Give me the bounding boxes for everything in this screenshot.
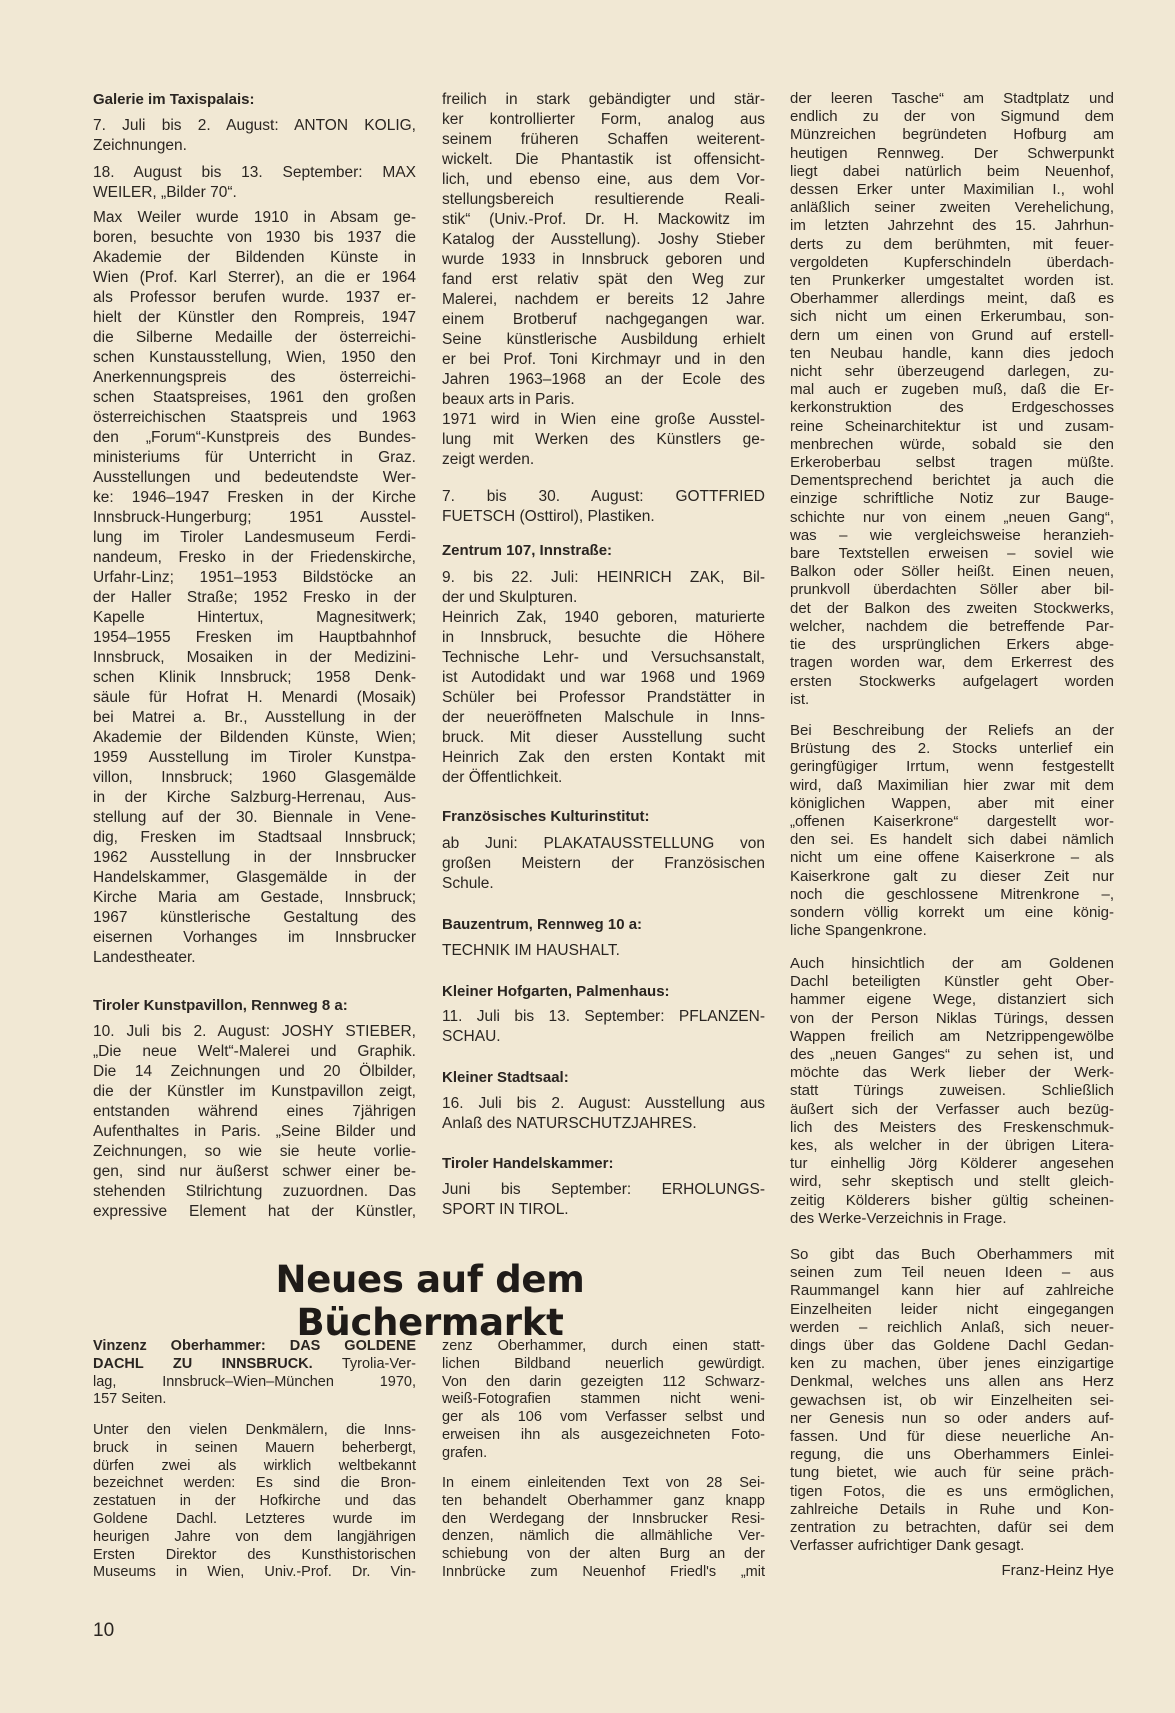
page-number: 10 (93, 1620, 115, 1641)
text-line: So gibt das Buch Oberhammers mit (790, 1246, 1114, 1263)
text-line: Akademie der Bildenden Künste in (93, 249, 416, 266)
text-line: zeitig Kölderers bisher gültig scheinen- (790, 1191, 1114, 1209)
text-line: dig, Fresken im Stadtsaal Innsbruck; (93, 829, 416, 846)
text-line: lich des Meisters des Freskenschmuk- (790, 1118, 1114, 1136)
text-line: die der Künstler im Kunstpavillon zeigt, (93, 1083, 416, 1100)
text-line: Akademie der Bildenden Künste, Wien; (93, 729, 416, 746)
text-line: Dementsprechend berichtet ja auch die (790, 472, 1114, 490)
text-line: der und Skulpturen. (442, 589, 578, 606)
text-line: Innsbruck-Hungerburg; 1951 Ausstel- (93, 509, 416, 526)
text-line: 157 Seiten. (93, 1391, 167, 1408)
text-line: stik“ (Univ.-Prof. Dr. H. Mackowitz im (442, 211, 765, 228)
review-paragraph-1-continued (442, 1338, 765, 1463)
text-line: heutigen Rennweg. Der Schwerpunkt (790, 144, 1114, 162)
text-line: Münzreichen begründeten Hofburg am (790, 126, 1114, 144)
section-heading-bauzentrum: Bauzentrum, Rennweg 10 a: (442, 916, 643, 933)
stadtsaal-paragraph (442, 1094, 765, 1134)
text-line: Heinrich Zak den ersten Kontakt mit (442, 749, 765, 766)
bauzentrum-paragraph (442, 941, 765, 961)
text-line: TECHNIK IM HAUSHALT. (442, 942, 620, 959)
text-line: Zeichnungen. (93, 137, 187, 154)
text-line: kes, als welcher in der übrigen Litera- (790, 1137, 1114, 1155)
text-line: den Werdegang der Innsbrucker Resi- (442, 1510, 765, 1527)
text-line: seinen zum Teil neuen Ideen – aus (790, 1264, 1114, 1282)
text-line: liche Spangenkrone. (790, 922, 927, 940)
text-line: FUETSCH (Osttirol), Plastiken. (442, 508, 655, 525)
text-line: sondern völlig korrekt um eine könig- (790, 904, 1114, 922)
section-heading-hofgarten: Kleiner Hofgarten, Palmenhaus: (442, 983, 670, 1000)
text-line: freilich in stark gebändigter und stär- (442, 91, 765, 108)
text-line: Unter den vielen Denkmälern, die Inns- (93, 1422, 416, 1438)
text-line: schen Staatspreises, 1961 den großen (93, 389, 416, 406)
text-line: Verfasser aufrichtiger Dank gesagt. (790, 1537, 1025, 1555)
text-line: Technische Lehr- und Versuchsanstalt, (442, 649, 765, 666)
text-line: expressive Element hat der Künstler, (93, 1203, 416, 1220)
section-heading-zentrum: Zentrum 107, Innstraße: (442, 542, 613, 559)
text-line: ner Genesis nun so oder anders auf- (790, 1409, 1114, 1427)
text-line: ten Prunkerker umgestaltet worden ist. (790, 272, 1114, 290)
text-line: Heinrich Zak, 1940 geboren, maturierte (442, 609, 765, 626)
text-line: Die 14 Zeichnungen und 20 Ölbilder, (93, 1063, 416, 1080)
text-line: 1971 wird in Wien eine große Ausstel- (442, 411, 765, 428)
text-line: ist Autodidakt und war 1968 und 1969 (442, 669, 765, 686)
publisher: Tyrolia-Ver- (312, 1355, 416, 1372)
book-citation (93, 1338, 416, 1409)
text-line: großen Meistern der Französischen (442, 855, 765, 872)
text-line: Handelskammer, Glasgemälde in der (93, 869, 416, 886)
text-line: in Innsbruck, besuchte die Höhere (442, 629, 765, 646)
text-line: In einem einleitenden Text von 28 Sei- (442, 1475, 765, 1491)
galerie-weiler-paragraph (93, 163, 416, 203)
text-line: wird, daß Maximilian hier zwar mit dem (790, 776, 1114, 794)
text-line: erweisen ihn als ausgezeichneten Foto- (442, 1426, 765, 1443)
text-line: der neueröffneten Malschule in Inns- (442, 709, 765, 726)
text-line: tigen Fotos, die es uns ermöglichen, (790, 1482, 1114, 1500)
text-line: zahlreiche Details in Ruhe und Kon- (790, 1500, 1114, 1518)
text-line: ist. (790, 690, 810, 708)
text-line: Malerei, nachdem er bereits 12 Jahre (442, 291, 765, 308)
section-heading-kulturinstitut: Französisches Kulturinstitut: (442, 808, 650, 825)
fuetsch-paragraph (442, 487, 765, 527)
text-line: Einzelheiten leider nicht eingegangen (790, 1300, 1114, 1318)
text-line: zenz Oberhammer, durch einen statt- (442, 1338, 765, 1354)
text-line: möchte das Werk lieber der Werk- (790, 1064, 1114, 1082)
text-line: Wien (Prof. Karl Sterrer), an die er 1964 (93, 269, 416, 286)
text-line: lag, Innsbruck–Wien–München 1970, (93, 1373, 416, 1390)
text-line: den „Forum“-Kunstpreis des Bundes- (93, 429, 416, 446)
text-line: weiß-Fotografien stammen nicht weni- (442, 1391, 765, 1408)
text-line: regung, die uns Oberhammers Einlei- (790, 1446, 1114, 1464)
text-line: ab Juni: PLAKATAUSSTELLUNG von (442, 835, 765, 852)
text-line: der leeren Tasche“ am Stadtplatz und (790, 90, 1114, 107)
text-line: menbrechen würde, sobald sie den (790, 435, 1114, 453)
text-line: ker kontrollierter Form, analog aus (442, 111, 765, 128)
text-line: ersten Stockwerks aufgelagert worden (790, 672, 1114, 690)
text-line: Dachl beteiligten Künstler geht Ober- (790, 973, 1114, 991)
text-line: er bei Prof. Toni Kirchmayr und in den (442, 351, 765, 368)
text-line: nicht sehr überzeugend darlegen, zu- (790, 363, 1114, 381)
text-line: fand erst relativ spät den Weg zur (442, 271, 765, 288)
text-line: bruck in seinen Mauern beherbergt, (93, 1439, 416, 1456)
review-paragraph-1 (93, 1422, 416, 1582)
text-line: bruck. Mit dieser Ausstellung sucht (442, 729, 765, 746)
text-line: des Werke-Verzeichnis in Frage. (790, 1209, 1007, 1227)
text-line: Denkmal, welches uns allen ans Herz (790, 1373, 1114, 1391)
book-title-line (93, 1356, 416, 1374)
text-line: des „neuen Ganges“ zu sehen ist, und (790, 1046, 1114, 1064)
text-line: Ersten Direktor des Kunsthistorischen (93, 1546, 416, 1563)
text-line: wickelt. Die Phantastik ist offensicht- (442, 151, 765, 168)
text-line: boren, besuchte von 1930 bis 1937 die (93, 229, 416, 246)
stieber-paragraph-continued (442, 90, 765, 410)
text-line: 1959 Ausstellung im Tiroler Kunstpa- (93, 749, 416, 766)
text-line: gen, sind nur äußerst schwer einer be- (93, 1163, 416, 1180)
text-line: ten behandelt Oberhammer ganz knapp (442, 1492, 765, 1509)
text-line: 7. bis 30. August: GOTTFRIED (442, 488, 765, 505)
text-line: villon, Innsbruck; 1960 Glasgemälde (93, 769, 416, 786)
text-line: det der Balkon des zweiten Stockwerks, (790, 599, 1114, 617)
text-line: lung im Tiroler Landesmuseum Ferdi- (93, 529, 416, 546)
text-line: schichte nur von einem „neuen Gang“, (790, 508, 1114, 526)
text-line: Innsbruck, Mosaiken in der Medizini- (93, 649, 416, 666)
book-title-line: Vinzenz Oberhammer: DAS GOLDENE (93, 1338, 416, 1354)
text-line: den sei. Es handelt sich dabei nämlich (790, 831, 1114, 849)
text-line: grafen. (442, 1444, 488, 1461)
text-line: liegt dabei natürlich beim Neuenhof, (790, 162, 1114, 180)
text-line: der Öffentlichkeit. (442, 769, 563, 786)
text-line: lung mit Werken des Künstlers ge- (442, 431, 765, 448)
text-line: 11. Juli bis 13. September: PFLANZEN- (442, 1008, 765, 1025)
text-line: ministeriums für Unterricht in Graz. (93, 449, 416, 466)
text-line: lich, und ebenso eine, aus dem Vor- (442, 171, 765, 188)
text-line: Ausstellungen und bedeutendste Wer- (93, 469, 416, 486)
text-line: derts zu dem berühmten, mit feuer- (790, 235, 1114, 253)
text-line: SCHAU. (442, 1028, 501, 1045)
text-line: nicht um eine offene Kaiserkrone – als (790, 849, 1114, 867)
text-line: lichen Bildband neuerlich gewürdigt. (442, 1355, 765, 1372)
text-line: Landestheater. (93, 949, 196, 966)
text-line: prunkvoll überdachten Söller aber bil- (790, 581, 1114, 599)
text-line: Aufenthaltes in Paris. „Seine Bilder und (93, 1123, 416, 1140)
text-line: bezeichnet werden: Es sind die Bron- (93, 1475, 416, 1492)
text-line: Balkon oder Söller heißt. Einen neuen, (790, 563, 1114, 581)
text-line: säule für Hofrat H. Menardi (Mosaik) (93, 689, 416, 706)
section-heading-handelskammer: Tiroler Handelskammer: (442, 1155, 614, 1172)
text-line: wird, sehr skeptisch und stellt gleich- (790, 1173, 1114, 1191)
text-line: als Professor berufen wurde. 1937 er- (93, 289, 416, 306)
review-paragraph-5 (790, 1246, 1114, 1555)
review-paragraph-3 (790, 722, 1114, 940)
text-line: Auch hinsichtlich der am Goldenen (790, 955, 1114, 972)
text-line: die Silberne Medaille der österreichi- (93, 329, 416, 346)
text-line: schen Kunstausstellung, Wien, 1950 den (93, 349, 416, 366)
hofgarten-paragraph (442, 1007, 765, 1047)
text-line: 18. August bis 13. September: MAX (93, 164, 416, 181)
text-line: einzige schriftliche Notiz zur Bauge- (790, 490, 1114, 508)
text-line: tung bietet, wie auch für seine präch- (790, 1464, 1114, 1482)
text-line: äußert sich der Verfasser auch bezüg- (790, 1100, 1114, 1118)
text-line: endlich zu der von Sigmund dem (790, 108, 1114, 126)
text-line: Urfahr-Linz; 1951–1953 Bildstöcke an (93, 569, 416, 586)
handelskammer-paragraph (442, 1180, 765, 1220)
text-line: Kirche Maria am Gestade, Innsbruck; (93, 889, 416, 906)
text-line: Kapelle Hintertux, Magnesitwerk; (93, 609, 416, 626)
text-line: „Die neue Welt“-Malerei und Graphik. (93, 1043, 416, 1060)
text-line: in der Kirche Salzburg-Herrenau, Aus- (93, 789, 416, 806)
text-line: SPORT IN TIROL. (442, 1201, 569, 1218)
text-line: tragen worden war, dem Erkerrest des (790, 654, 1114, 672)
text-line: bei Matrei a. Br., Ausstellung in der (93, 709, 416, 726)
text-line: wurde 1933 in Innsbruck geboren und (442, 251, 765, 268)
text-line: Katalog der Ausstellung). Joshy Stieber (442, 231, 765, 248)
text-line: ke: 1946–1947 Fresken in der Kirche (93, 489, 416, 506)
text-line: stehenden Stilrichtung zuzuordnen. Das (93, 1183, 416, 1200)
text-line: tie des ursprünglichen Erkers abge- (790, 636, 1114, 654)
section-heading-stadtsaal: Kleiner Stadtsaal: (442, 1069, 569, 1086)
text-line: seinem früheren Schaffen weiterent- (442, 131, 765, 148)
text-line: 10. Juli bis 2. August: JOSHY STIEBER, (93, 1023, 416, 1040)
stieber-paragraph (93, 1022, 416, 1222)
text-line: vergoldeten Kupferschindeln überdach- (790, 253, 1114, 271)
text-line: dern um einen von Grund auf erstell- (790, 326, 1114, 344)
text-line: WEILER, „Bilder 70“. (93, 184, 237, 201)
text-line: zeigt werden. (442, 451, 535, 468)
text-line: österreichischen Staatspreis und 1963 (93, 409, 416, 426)
text-line: nandeum, Fresko in der Friedenskirche, (93, 549, 416, 566)
text-line: anläßlich seiner zweiten Verehelichung, (790, 199, 1114, 217)
text-line: werden – reichlich Anlaß, sich neuer- (790, 1318, 1114, 1336)
book-title: DACHL ZU INNSBRUCK. (93, 1355, 313, 1372)
text-line: königlichen Wappen, aber mit einer (790, 794, 1114, 812)
text-line: fassen. Und für diese neuerliche An- (790, 1428, 1114, 1446)
text-line: 1954–1955 Fresken im Hauptbahnhof (93, 629, 416, 646)
text-line: denzen, nämlich die allmähliche Ver- (442, 1528, 765, 1545)
text-line: Schule. (442, 875, 494, 892)
text-line: Kaiserkrone galt zu dieser Zeit nur (790, 867, 1114, 885)
text-line: ger als 106 vom Verfasser selbst und (442, 1409, 765, 1426)
text-line: schiebung von der alten Burg an der (442, 1546, 765, 1563)
text-line: Jahren 1963–1968 an der Ecole des (442, 371, 765, 388)
text-line: 16. Juli bis 2. August: Ausstellung aus (442, 1095, 765, 1112)
zak-paragraph (442, 568, 765, 608)
text-line: Zeichnungen, so wie sie heute vorlie- (93, 1143, 416, 1160)
publisher-lines (93, 1374, 416, 1410)
text-line: was – wie vergleichsweise heranzieh- (790, 526, 1114, 544)
review-paragraph-2 (442, 1475, 765, 1582)
text-line: Von den darin gezeigten 112 Schwarz- (442, 1373, 765, 1390)
book-section-headline: Neues auf dem Büchermarkt (275, 1258, 585, 1344)
text-line: stellung auf der 30. Biennale in Vene- (93, 809, 416, 826)
text-line: eisernen Vorhanges im Innsbrucker (93, 929, 416, 946)
text-line: Bei Beschreibung der Reliefs an der (790, 722, 1114, 739)
text-line: hielt der Künstler den Rompreis, 1947 (93, 309, 416, 326)
review-paragraph-4 (790, 955, 1114, 1228)
text-line: Oberhammer allerdings meint, daß es (790, 290, 1114, 308)
text-line: hammer eigene Wege, distanziert sich (790, 991, 1114, 1009)
section-heading-kunstpavillon: Tiroler Kunstpavillon, Rennweg 8 a: (93, 997, 348, 1014)
text-line: dings über das Goldene Dachl Gedan- (790, 1337, 1114, 1355)
section-heading-galerie: Galerie im Taxispalais: (93, 91, 255, 108)
text-line: zentration zu betrachten, dafür sei dem (790, 1519, 1114, 1537)
text-line: von der Person Niklas Türings, dessen (790, 1009, 1114, 1027)
text-line: bare Textstellen erweisen – soviel wie (790, 545, 1114, 563)
text-line: Erkeroberbau selbst tragen müßte. (790, 454, 1114, 472)
kulturinstitut-paragraph (442, 834, 765, 894)
text-line: „offenen Kaiserkrone“ dargestellt wor- (790, 813, 1114, 831)
text-line: Goldene Dachl. Letzteres wurde im (93, 1510, 416, 1527)
text-line: statt Türings zuweisen. Schließlich (790, 1082, 1114, 1100)
text-line: entstanden während eines 7jährigen (93, 1103, 416, 1120)
text-line: stellungsbereich resultierende Reali- (442, 191, 765, 208)
text-line: sich nicht um einen Erkerumbau, son- (790, 308, 1114, 326)
text-line: tur einhellig Jörg Kölderer angesehen (790, 1155, 1114, 1173)
text-line: Museums in Wien, Univ.-Prof. Dr. Vin- (93, 1564, 416, 1581)
text-line: mal auch er zugeben muß, daß die Er- (790, 381, 1114, 399)
text-line: Anlaß des NATURSCHUTZJAHRES. (442, 1115, 697, 1132)
text-line: ken zu machen, über jenes einzigartige (790, 1355, 1114, 1373)
text-line: dürfen zwei als wirklich weltbekannt (93, 1457, 416, 1474)
text-line: 1967 künstlerische Gestaltung des (93, 909, 416, 926)
galerie-kolig-paragraph (93, 116, 416, 156)
text-line: Anerkennungspreis des österreichi- (93, 369, 416, 386)
text-line: heurigen Jahre von dem langjährigen (93, 1528, 416, 1545)
text-line: Schüler bei Professor Prandstätter in (442, 689, 765, 706)
text-line: 9. bis 22. Juli: HEINRICH ZAK, Bil- (442, 569, 765, 586)
text-line: zestatuen in der Hofkirche und das (93, 1493, 416, 1510)
text-line: noch die geschlossene Mitrenkrone –, (790, 885, 1114, 903)
text-line: Brüstung des 2. Stocks unterlief ein (790, 740, 1114, 758)
text-line: welcher, nachdem die betreffende Par- (790, 617, 1114, 635)
author-signature: Franz-Heinz Hye (1001, 1562, 1114, 1579)
text-line: einem Brotberuf nachgegangen war. (442, 311, 765, 328)
text-line: ten Neubau handle, kann dies jedoch (790, 344, 1114, 362)
text-line: Seine künstlerische Ausbildung erhielt (442, 331, 765, 348)
text-line: Raummangel kann hier auf zahlreiche (790, 1282, 1114, 1300)
text-line: Wappen freilich am Netzrippengewölbe (790, 1027, 1114, 1045)
text-line: Juni bis September: ERHOLUNGS- (442, 1181, 765, 1198)
stieber-exhibition-note (442, 410, 765, 470)
text-line: im letzten Jahrzehnt des 15. Jahrhun- (790, 217, 1114, 235)
text-line: der Haller Straße; 1952 Fresko in der (93, 589, 416, 606)
text-line: beaux arts in Paris. (442, 391, 575, 408)
text-line: reine Scheinarchitektur ist und zusam- (790, 417, 1114, 435)
text-line: 7. Juli bis 2. August: ANTON KOLIG, (93, 117, 416, 134)
text-line: geringfügiger Irrtum, wenn festgestellt (790, 758, 1114, 776)
zak-bio-paragraph (442, 608, 765, 788)
weiler-bio-paragraph (93, 208, 416, 968)
text-line: Innbrücke zum Neuenhof Friedl's „mit (442, 1563, 765, 1580)
text-line: Max Weiler wurde 1910 in Absam ge- (93, 209, 416, 226)
text-line: dessen Erker unter Maximilian I., wohl (790, 181, 1114, 199)
text-line: kerkonstruktion des Erdgeschosses (790, 399, 1114, 417)
review-paragraph-2-continued (790, 90, 1114, 709)
text-line: 1962 Ausstellung in der Innsbrucker (93, 849, 416, 866)
text-line: schen Klinik Innsbruck; 1958 Denk- (93, 669, 416, 686)
text-line: gewachsen ist, ob wir Einzelheiten sei- (790, 1391, 1114, 1409)
